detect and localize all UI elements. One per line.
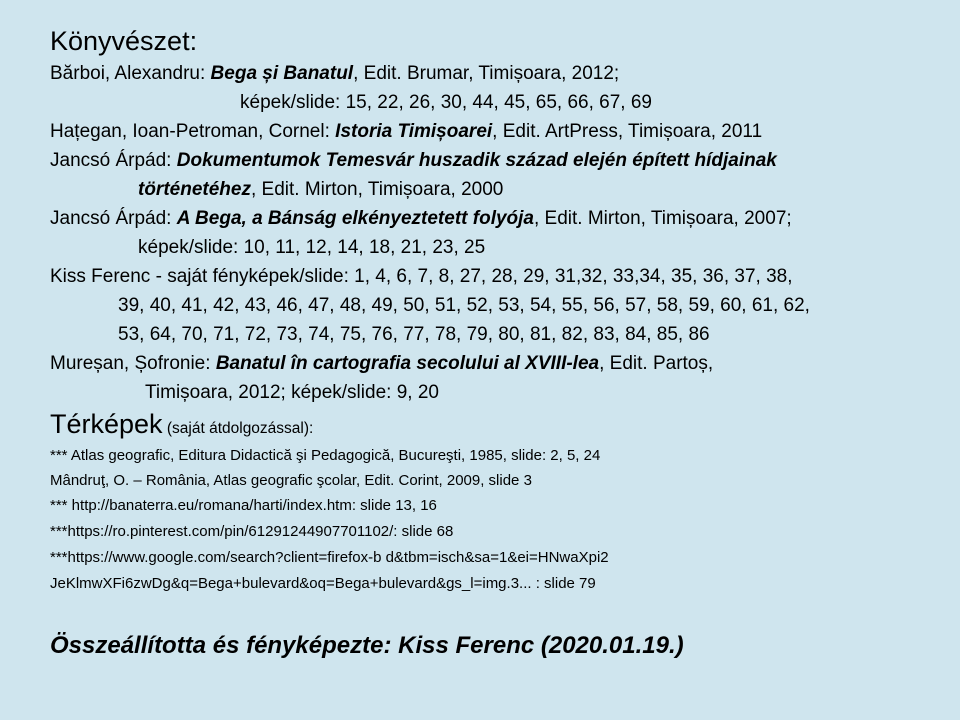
maps-heading-note: (saját átdolgozással): [162,420,314,437]
bib-entry-kiss-cont2: 53, 64, 70, 71, 72, 73, 74, 75, 76, 77, 78, 79, 80, 81, 82, 83, 84, 85, 86 [118,324,710,345]
map-source: *** Atlas geografic, Editura Didactică şi Pedagogică, Bucureşti, 1985, slide: 2, 5, 24 [50,447,601,464]
map-source: Mândruţ, O. – România, Atlas geografic şcolar, Edit. Corint, 2009, slide 3 [50,472,532,489]
entry-publisher: , Edit. Mirton, Timișoara, 2000 [250,179,504,200]
books-heading: Könyvészet: [50,26,198,56]
bib-entry-muresan [50,354,713,373]
bib-entry-kiss: Kiss Ferenc - saját fényképek/slide: 1, 4, 6, 7, 8, 27, 28, 29, 31,32, 33,34, 35, 36, 37, 38, [50,266,793,287]
bib-entry-jancso-1 [50,151,777,170]
entry-author: Hațegan, Ioan-Petroman, Cornel: [50,121,336,142]
bib-entry-jancso-2-slides: képek/slide: 10, 11, 12, 14, 18, 21, 23, 25 [138,237,486,258]
entry-publisher: , Edit. ArtPress, Timișoara, 2011 [492,121,763,142]
credits-footer: Összeállította és fényképezte: Kiss Ferenc (2020.01.19.) [50,632,684,659]
maps-heading-row [50,411,313,438]
bib-entry-muresan-cont: Timișoara, 2012; képek/slide: 9, 20 [145,382,439,403]
entry-publisher: , Edit. Partoș, [599,353,714,374]
bib-entry-jancso-1-cont [138,180,503,199]
bib-entry-barboi [50,64,619,83]
bib-entry-hategan [50,122,762,141]
entry-author: Bărboi, Alexandru: [50,63,211,84]
maps-heading: Térképek [50,409,163,439]
entry-publisher: , Edit. Brumar, Timișoara, 2012; [353,63,620,84]
entry-title: Istoria Timișoarei [335,121,493,142]
bib-entry-jancso-2 [50,209,792,228]
bib-entry-barboi-slides: képek/slide: 15, 22, 26, 30, 44, 45, 65, 66, 67, 69 [240,92,652,113]
entry-title-cont: történetéhez [138,179,251,200]
bib-entry-kiss-cont: 39, 40, 41, 42, 43, 46, 47, 48, 49, 50, 51, 52, 53, 54, 55, 56, 57, 58, 59, 60, 61, 62, [118,295,810,316]
map-source: *** http://banaterra.eu/romana/harti/index.htm: slide 13, 16 [50,497,437,514]
entry-title: Banatul în cartografia secolului al XVIII-lea [215,353,600,374]
entry-author: Mureșan, Șofronie: [50,353,216,374]
map-source: ***https://ro.pinterest.com/pin/61291244907701102/: slide 68 [50,523,454,540]
entry-title: Bega și Banatul [210,63,354,84]
entry-author: Jancsó Árpád: [50,208,177,229]
map-source: ***https://www.google.com/search?client=firefox-b d&tbm=isch&sa=1&ei=HNwaXpi2 [50,549,609,566]
map-source: JeKlmwXFi6zwDg&q=Bega+bulevard&oq=Bega+bulevard&gs_l=img.3... : slide 79 [50,575,596,592]
entry-author: Jancsó Árpád: [50,150,177,171]
entry-title: Dokumentumok Temesvár huszadik század elején épített hídjainak [176,150,777,171]
entry-title: A Bega, a Bánság elkényeztetett folyója [176,208,534,229]
entry-publisher: , Edit. Mirton, Timișoara, 2007; [534,208,792,229]
